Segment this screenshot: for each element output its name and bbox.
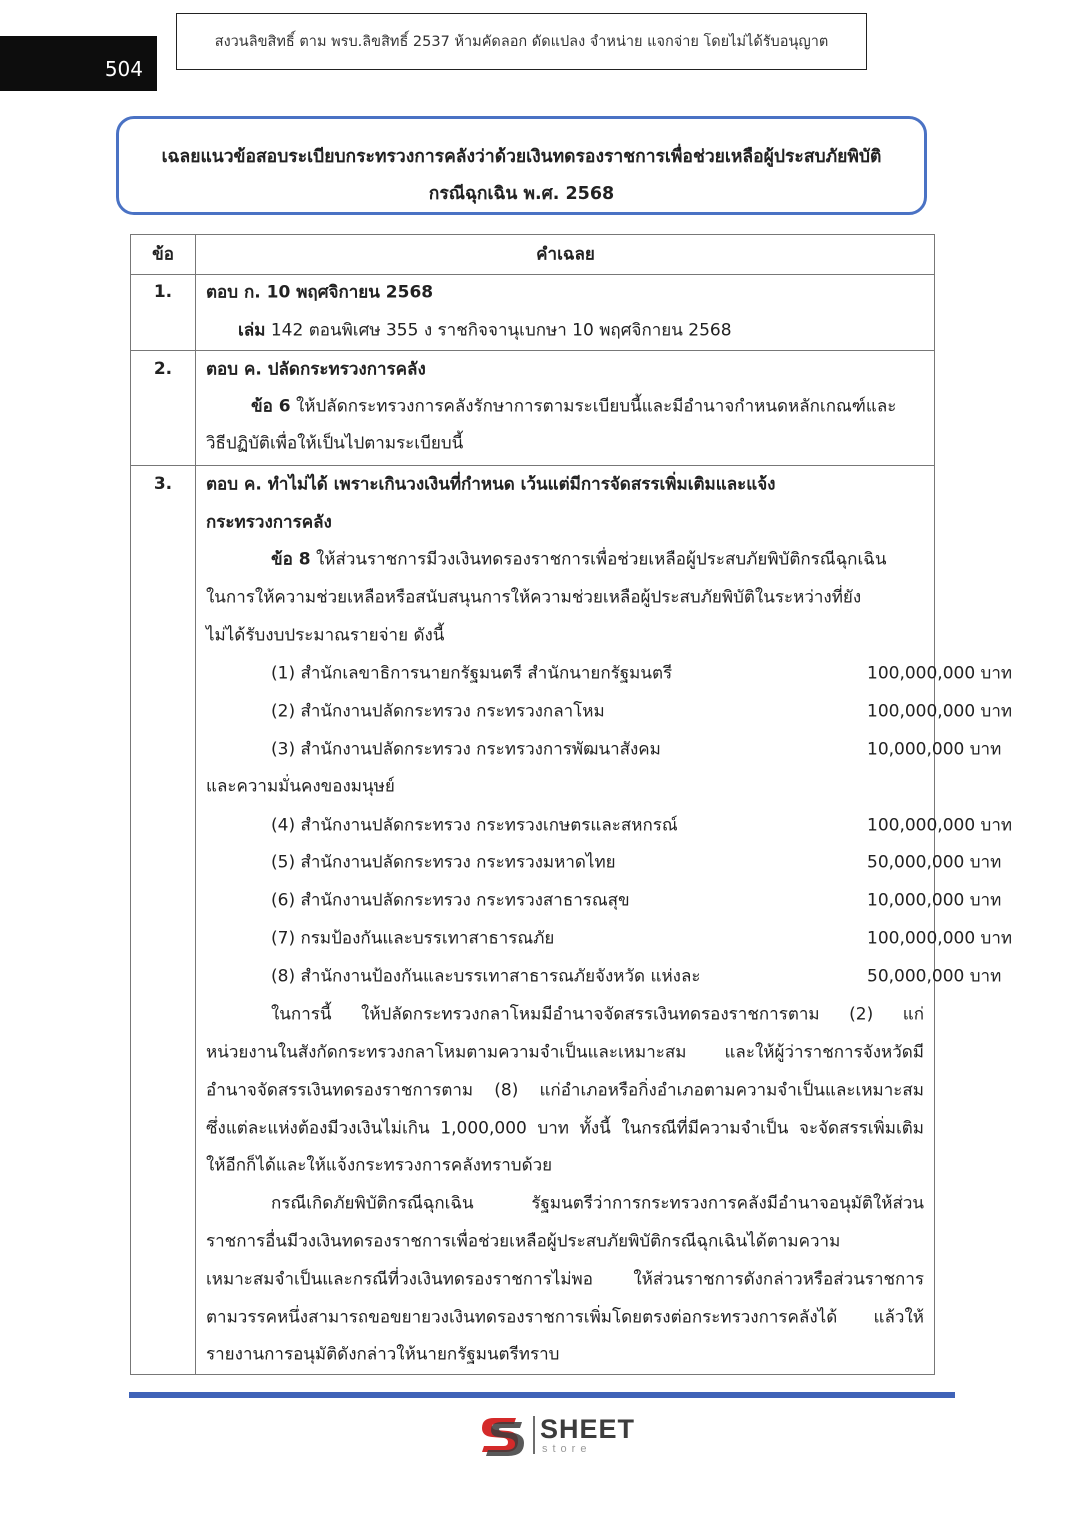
- budget-item-label: (2) สำนักงานปลัดกระทรวง กระทรวงกลาโหม: [271, 701, 605, 722]
- row-divider: [131, 465, 934, 466]
- q3-para2-line-2: หน่วยงานในสังกัดกระทรวงกลาโหมตามความจำเป็นและเหมาะสม และให้ผู้ว่าราชการจังหวัดมี: [206, 1042, 924, 1063]
- q1-reference-text: 142 ตอนพิเศษ 355 ง ราชกิจจานุเบกษา 10 พฤศจิกายน 2568: [265, 320, 732, 341]
- q3-para3-line-5: รายงานการอนุมัติดังกล่าวให้นายกรัฐมนตรีทราบ: [206, 1344, 560, 1365]
- q3-para3-line-2: ราชการอื่นมีวงเงินทดรองราชการเพื่อช่วยเหลือผู้ประสบภัยพิบัติกรณีฉุกเฉินได้ตามความ: [206, 1231, 841, 1252]
- budget-item-2: [271, 698, 1013, 725]
- budget-item-amount: 100,000,000 บาท: [867, 663, 1013, 684]
- q2-clause-line-1: [251, 393, 896, 420]
- header-no: ข้อ: [152, 244, 174, 265]
- q3-clause-line-2: ในการให้ความช่วยเหลือหรือสนับสนุนการให้ความช่วยเหลือผู้ประสบภัยพิบัติในระหว่างที่ยัง: [206, 587, 862, 608]
- q2-clause-line-2: วิธีปฏิบัติเพื่อให้เป็นไปตามระเบียบนี้: [206, 433, 464, 454]
- title-line-2: กรณีฉุกเฉิน พ.ศ. 2568: [428, 184, 615, 204]
- budget-item-label: (1) สำนักเลขาธิการนายกรัฐมนตรี สำนักนายกรัฐมนตรี: [271, 663, 673, 684]
- page-number: 504: [0, 36, 157, 91]
- q2-clause-text: ให้ปลัดกระทรวงการคลังรักษาการตามระเบียบนี้และมีอำนาจกำหนดหลักเกณฑ์และ: [290, 396, 897, 417]
- budget-item-amount: 50,000,000 บาท: [867, 852, 1002, 873]
- column-divider: [195, 235, 196, 1374]
- q2-answer: ตอบ ค. ปลัดกระทรวงการคลัง: [206, 359, 426, 380]
- logo-wordmark: SHEET: [540, 1414, 636, 1444]
- q3-para3-line-1: กรณีเกิดภัยพิบัติกรณีฉุกเฉิน รัฐมนตรีว่าการกระทรวงการคลังมีอำนาจอนุมัติให้ส่วน: [271, 1193, 924, 1214]
- sheet-store-logo: [478, 1410, 638, 1460]
- q3-para2-line-1: ในการนี้ ให้ปลัดกระทรวงกลาโหมมีอำนาจจัดสรรเงินทดรองราชการตาม (2) แก่: [271, 1004, 924, 1025]
- q3-answer-line-1: ตอบ ค. ทำไม่ได้ เพราะเกินวงเงินที่กำหนด เว้นแต่มีการจัดสรรเพิ่มเติมและแจ้ง: [206, 474, 776, 495]
- q3-answer-line-2: กระทรวงการคลัง: [206, 512, 332, 533]
- q1-reference-label: เล่ม: [238, 320, 266, 341]
- footer-divider: [129, 1392, 955, 1398]
- budget-item-amount: 10,000,000 บาท: [867, 890, 1002, 911]
- q3-clause-line-3: ไม่ได้รับงบประมาณรายจ่าย ดังนี้: [206, 625, 445, 646]
- budget-item-8: [271, 963, 1002, 990]
- q3-clause-line-1: [271, 546, 886, 573]
- logo-subtext: store: [542, 1443, 592, 1455]
- budget-item-label: (6) สำนักงานปลัดกระทรวง กระทรวงสาธารณสุข: [271, 890, 630, 911]
- q1-answer: ตอบ ก. 10 พฤศจิกายน 2568: [206, 282, 434, 303]
- budget-item-amount: 50,000,000 บาท: [867, 966, 1002, 987]
- budget-item-3-continuation: และความมั่นคงของมนุษย์: [206, 776, 395, 797]
- q3-para3-line-4: ตามวรรคหนึ่งสามารถขอขยายวงเงินทดรองราชการเพิ่มโดยตรงต่อกระทรวงการคลังได้ แล้วให้: [206, 1307, 924, 1328]
- q3-para3-line-3: เหมาะสมจำเป็นและกรณีที่วงเงินทดรองราชการไม่พอ ให้ส่วนราชการดังกล่าวหรือส่วนราชการ: [206, 1269, 924, 1290]
- budget-item-label: (3) สำนักงานปลัดกระทรวง กระทรวงการพัฒนาสังคม: [271, 739, 661, 760]
- budget-item-label: (8) สำนักงานป้องกันและบรรเทาสาธารณภัยจังหวัด แห่งละ: [271, 966, 701, 987]
- q1-number: 1.: [153, 282, 173, 302]
- q3-clause-text: ให้ส่วนราชการมีวงเงินทดรองราชการเพื่อช่วยเหลือผู้ประสบภัยพิบัติกรณีฉุกเฉิน: [310, 549, 887, 570]
- budget-item-1: [271, 660, 1013, 687]
- row-divider: [131, 350, 934, 351]
- budget-item-label: (7) กรมป้องกันและบรรเทาสาธารณภัย: [271, 928, 555, 949]
- answer-table: [130, 234, 1013, 1375]
- budget-item-label: (5) สำนักงานปลัดกระทรวง กระทรวงมหาดไทย: [271, 852, 616, 873]
- copyright-notice: สงวนลิขสิทธิ์ ตาม พรบ.ลิขสิทธิ์ 2537 ห้ามคัดลอก ดัดแปลง จำหน่าย แจกจ่าย โดยไม่ได้รับอนุญาต: [176, 13, 867, 70]
- header-answer: คำเฉลย: [536, 244, 595, 265]
- q2-number: 2.: [153, 359, 173, 379]
- budget-item-amount: 100,000,000 บาท: [867, 928, 1013, 949]
- budget-item-4: [271, 812, 1013, 839]
- budget-item-7: [271, 925, 1013, 952]
- budget-item-6: [271, 887, 1002, 914]
- document-title: [116, 116, 927, 215]
- budget-item-3: [271, 736, 1002, 763]
- q2-clause-label: ข้อ 6: [251, 396, 291, 417]
- budget-item-amount: 10,000,000 บาท: [867, 739, 1002, 760]
- q3-number: 3.: [153, 474, 173, 494]
- budget-item-amount: 100,000,000 บาท: [867, 815, 1013, 836]
- q3-para2-line-5: ให้อีกก็ได้และให้แจ้งกระทรวงการคลังทราบด้วย: [206, 1155, 553, 1176]
- row-divider: [131, 274, 934, 275]
- budget-item-5: [271, 849, 1002, 876]
- budget-item-label: (4) สำนักงานปลัดกระทรวง กระทรวงเกษตรและสหกรณ์: [271, 815, 678, 836]
- title-line-1: เฉลยแนวข้อสอบระเบียบกระทรวงการคลังว่าด้วยเงินทดรองราชการเพื่อช่วยเหลือผู้ประสบภัยพิบัติ: [161, 147, 882, 167]
- budget-item-amount: 100,000,000 บาท: [867, 701, 1013, 722]
- q3-para2-line-3: อำนาจจัดสรรเงินทดรองราชการตาม (8) แก่อำเภอหรือกิ่งอำเภอตามความจำเป็นและเหมาะสม: [206, 1080, 924, 1101]
- q3-clause-label: ข้อ 8: [271, 549, 311, 570]
- q1-reference: [238, 317, 732, 344]
- q3-para2-line-4: ซึ่งแต่ละแห่งต้องมีวงเงินไม่เกิน 1,000,000 บาท ทั้งนี้ ในกรณีที่มีความจำเป็น จะจัดสรรเพิ่มเติม: [206, 1118, 924, 1139]
